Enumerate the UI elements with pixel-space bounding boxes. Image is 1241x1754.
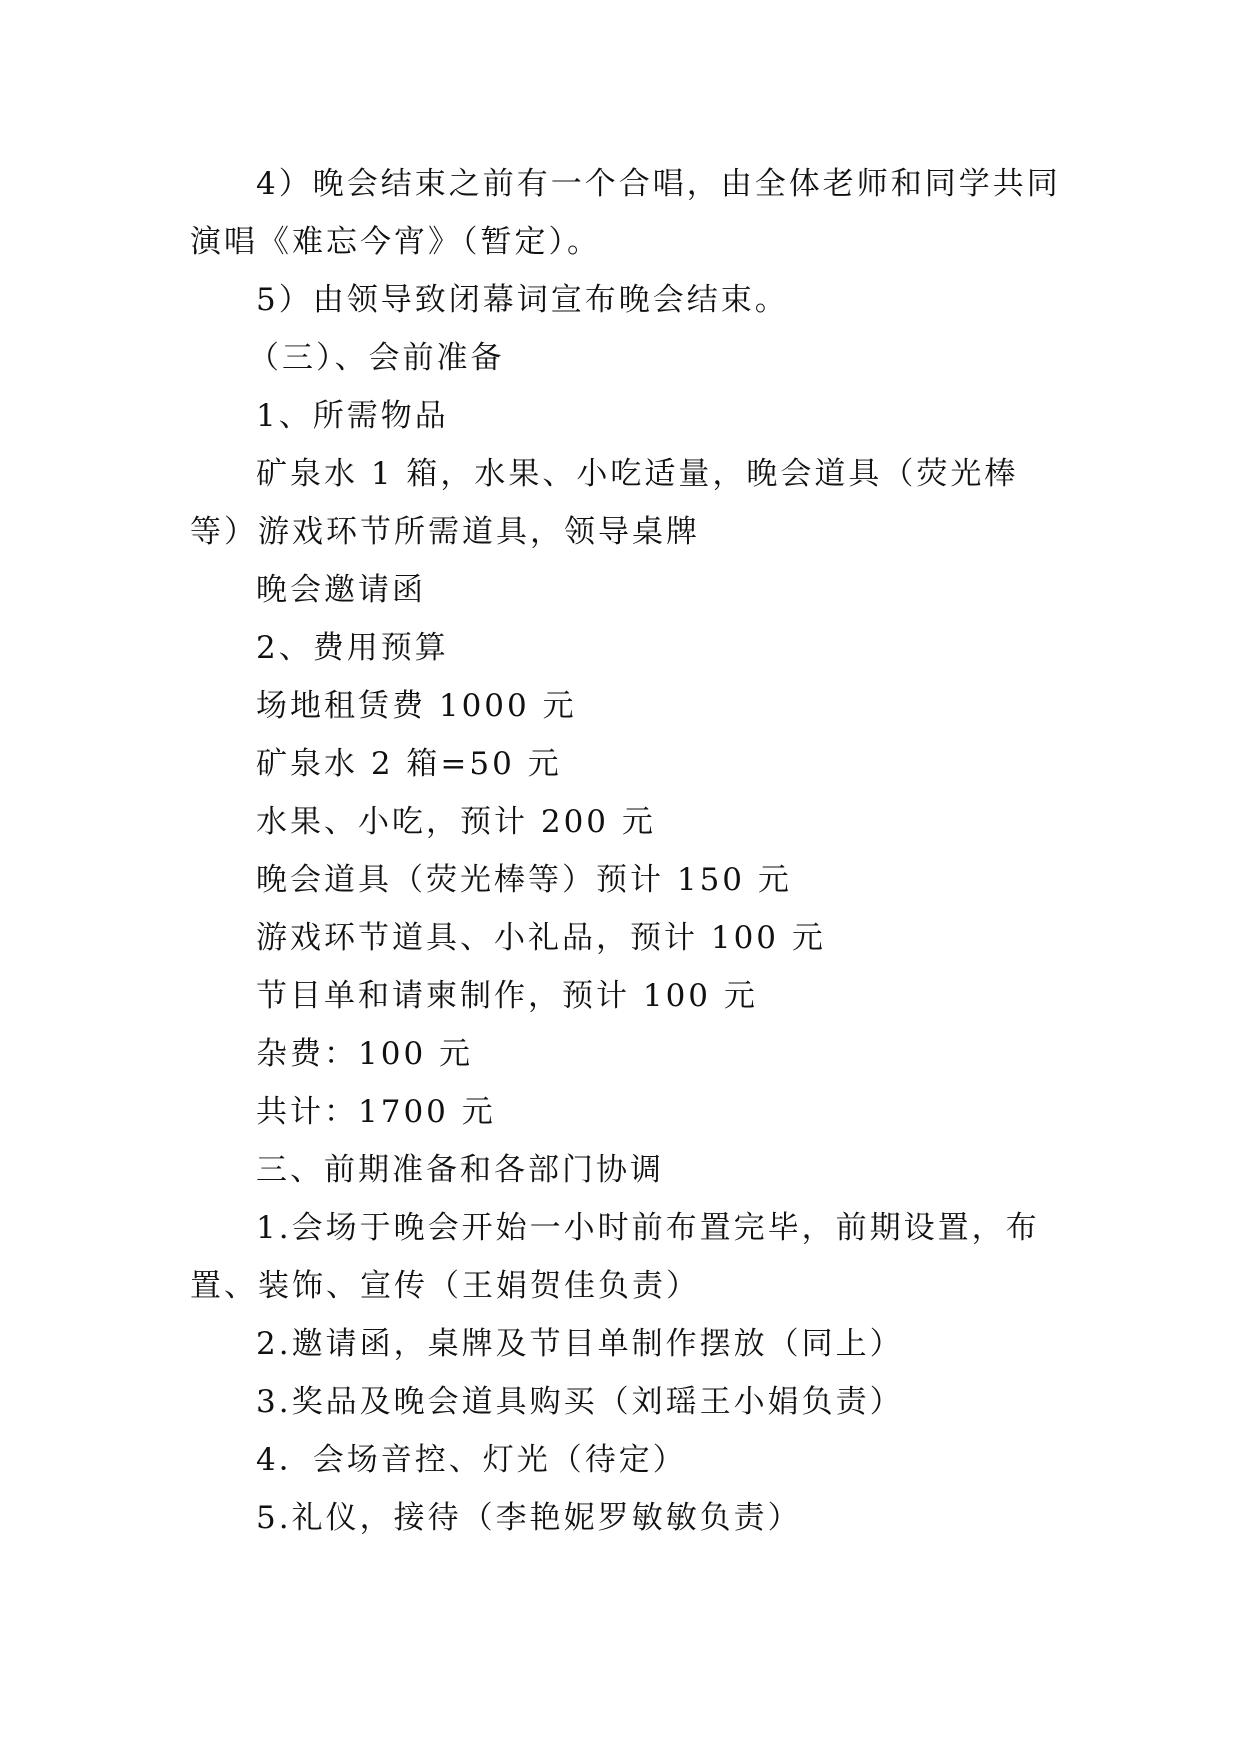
paragraph: 矿泉水 1 箱，水果、小吃适量，晚会道具（荧光棒等）游戏环节所需道具，领导桌牌	[190, 456, 1019, 550]
budget-total: 共计：1700 元	[256, 1094, 496, 1130]
task-item: 3.奖品及晚会道具购买（刘瑶王小娟负责）	[256, 1384, 904, 1420]
budget-item: 水果、小吃，预计 200 元	[256, 804, 656, 840]
task-item: 5.礼仪，接待（李艳妮罗敏敏负责）	[256, 1500, 802, 1536]
task-item: 4．会场音控、灯光（待定）	[256, 1442, 687, 1478]
task-item: 1.会场于晚会开始一小时前布置完毕，前期设置，布置、装饰、宣传（王娟贺佳负责）	[190, 1210, 1040, 1304]
budget-item: 矿泉水 2 箱=50 元	[256, 746, 562, 782]
paragraph: 晚会邀请函	[256, 572, 426, 608]
budget-item: 杂费：100 元	[256, 1036, 474, 1072]
paragraph: 4）晚会结束之前有一个合唱，由全体老师和同学共同演唱《难忘今宵》（暂定）。	[190, 166, 1061, 260]
subsection-heading: 1、所需物品	[256, 398, 449, 434]
document-body	[190, 155, 1070, 1547]
budget-item: 游戏环节道具、小礼品，预计 100 元	[256, 920, 826, 956]
paragraph: 5）由领导致闭幕词宣布晚会结束。	[256, 282, 789, 318]
budget-item: 节目单和请柬制作，预计 100 元	[256, 978, 758, 1014]
task-item: 2.邀请函，桌牌及节目单制作摆放（同上）	[256, 1326, 904, 1362]
subsection-heading: 2、费用预算	[256, 630, 449, 666]
section-heading: （三）、会前准备	[248, 340, 505, 376]
section-heading: 三、前期准备和各部门协调	[256, 1152, 664, 1188]
budget-item: 场地租赁费 1000 元	[256, 688, 577, 724]
budget-item: 晚会道具（荧光棒等）预计 150 元	[256, 862, 792, 898]
